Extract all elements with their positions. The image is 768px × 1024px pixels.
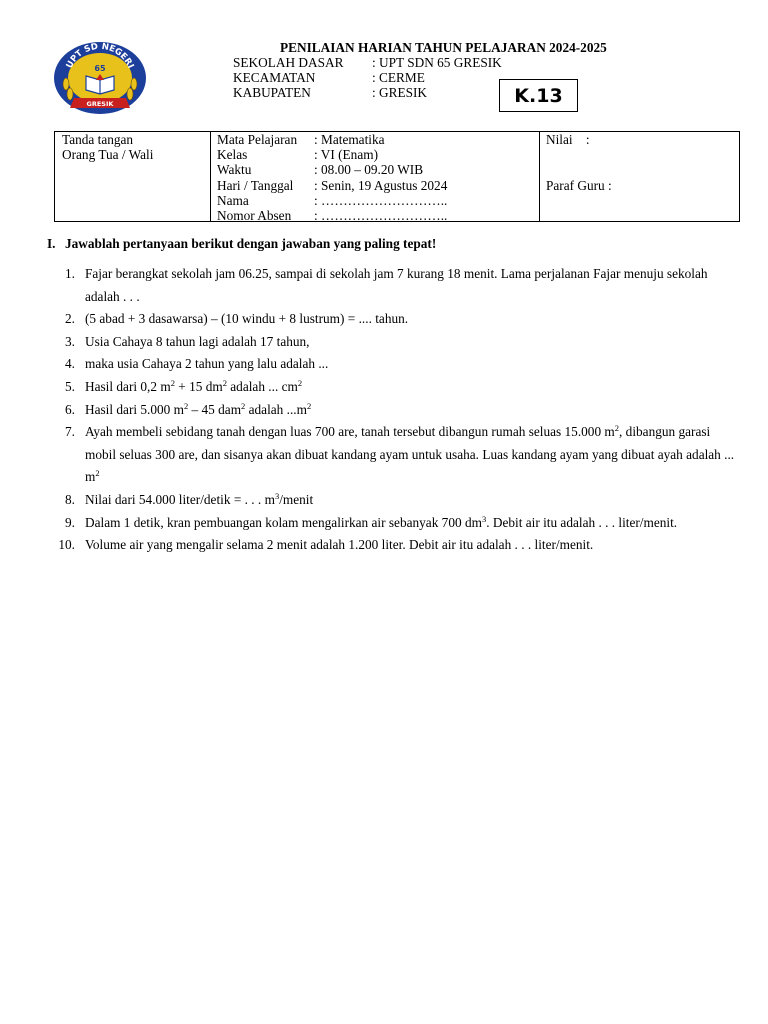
student-info-cell (211, 132, 540, 224)
header-row-district: KECAMATAN : CERME (233, 70, 425, 85)
question-number: 8. (65, 491, 75, 507)
question-text: Dalam 1 detik, kran pembuangan kolam mengalirkan air sebanyak 700 $dm^3$. Debit air itu adalah . . . liter/menit. (85, 513, 678, 530)
superscript: 2 (614, 423, 620, 434)
question-number: 2. (65, 311, 75, 327)
score-label: Nilai : (546, 132, 590, 147)
question-item (55, 399, 735, 422)
question-number: 4. (65, 356, 75, 372)
info-row-absence-number: Nomor Absen : ……………………….. (217, 208, 448, 224)
question-text: Fajar berangkat sekolah jam 06.25, sampai di sekolah jam 7 kurang 18 menit. Lama perjalanan Fajar menuju sekolah adalah . . . (85, 266, 708, 304)
superscript: 2 (297, 377, 303, 388)
question-number: 1. (65, 266, 75, 281)
question-number: 7. (65, 424, 75, 440)
superscript: 2 (306, 400, 312, 411)
question-text: Nilai dari 54.000 liter/detik = . . . $m^3$/menit (85, 490, 314, 507)
info-row-date: Hari / Tanggal : Senin, 19 Agustus 2024 (217, 177, 448, 193)
question-item (55, 331, 735, 354)
superscript: 2 (183, 400, 189, 411)
question-number: 3. (65, 333, 75, 349)
score-cell (540, 132, 745, 221)
section-heading: I. Jawablah pertanyaan berikut dengan jawaban yang paling tepat! (47, 236, 437, 251)
question-item (55, 489, 735, 512)
info-row-class: Kelas : VI (Enam) (217, 147, 379, 163)
question-number: 9. (65, 514, 75, 530)
superscript: 3 (481, 513, 487, 524)
question-item (55, 534, 735, 557)
question-item (55, 512, 735, 535)
question-text: Usia Cahaya 8 tahun lagi adalah 17 tahun, (85, 333, 310, 349)
info-row-time: Waktu : 08.00 – 09.20 WIB (217, 162, 424, 178)
exam-title: PENILAIAN HARIAN TAHUN PELAJARAN 2024-2025 (280, 40, 607, 55)
question-number: 10. (58, 537, 75, 553)
question-text: (5 abad + 3 dasawarsa) – (10 windu + 8 lustrum) = .... tahun. (85, 311, 409, 327)
question-number: 6. (65, 401, 75, 417)
superscript: 2 (241, 400, 246, 411)
header-row-regency: KABUPATEN : GRESIK (233, 85, 428, 100)
question-item (55, 421, 735, 489)
question-item (55, 353, 735, 376)
exam-header (0, 0, 768, 120)
question-text: Volume air yang mengalir selama 2 menit adalah 1.200 liter. Debit air itu adalah . . . liter/menit. (85, 537, 594, 553)
question-text: Ayah membeli sebidang tanah dengan luas 700 are, tanah tersebut dibangun rumah seluas 15.000 $m^2$, dibangun garasi mobil seluas 300 are, dan sisanya akan dibuat kandang ayam untuk usaha. Luas kandang ayam yang dibuat ayah adalah ... $m^2$ (85, 423, 735, 485)
question-item (55, 263, 735, 308)
info-row-subject: Mata Pelajaran : Matematika (217, 132, 385, 147)
teacher-initial-label: Paraf Guru : (546, 177, 612, 193)
question-item (55, 308, 735, 331)
superscript: 2 (222, 377, 227, 388)
info-row-name: Nama : ……………………….. (217, 192, 448, 208)
question-text: maka usia Cahaya 2 tahun yang lalu adalah ... (85, 356, 329, 372)
logo-number: 65 (94, 64, 106, 73)
curriculum-badge: K.13 (499, 79, 578, 112)
header-row-school: SEKOLAH DASAR : UPT SDN 65 GRESIK (233, 55, 502, 70)
parent-signature-cell: Tanda tangan Orang Tua / Wali (55, 132, 211, 221)
superscript: 2 (170, 377, 175, 388)
question-number: 5. (65, 378, 75, 394)
question-text: Hasil dari 5.000 $m^2 - 45$ dam$^2$ adalah $...m^2$ (85, 400, 312, 417)
question-text: Hasil dari 0,2 $m^2 + 15$ $dm^2$ adalah ... $cm^2$ (85, 377, 303, 394)
question-list (55, 263, 735, 557)
question-item (55, 376, 735, 399)
identity-table (54, 131, 740, 222)
logo-arc-text: UPT SD NEGERI (64, 41, 136, 71)
logo-ribbon-text: GRESIK (86, 100, 114, 108)
superscript: 3 (274, 490, 280, 501)
superscript: 2 (95, 468, 100, 479)
